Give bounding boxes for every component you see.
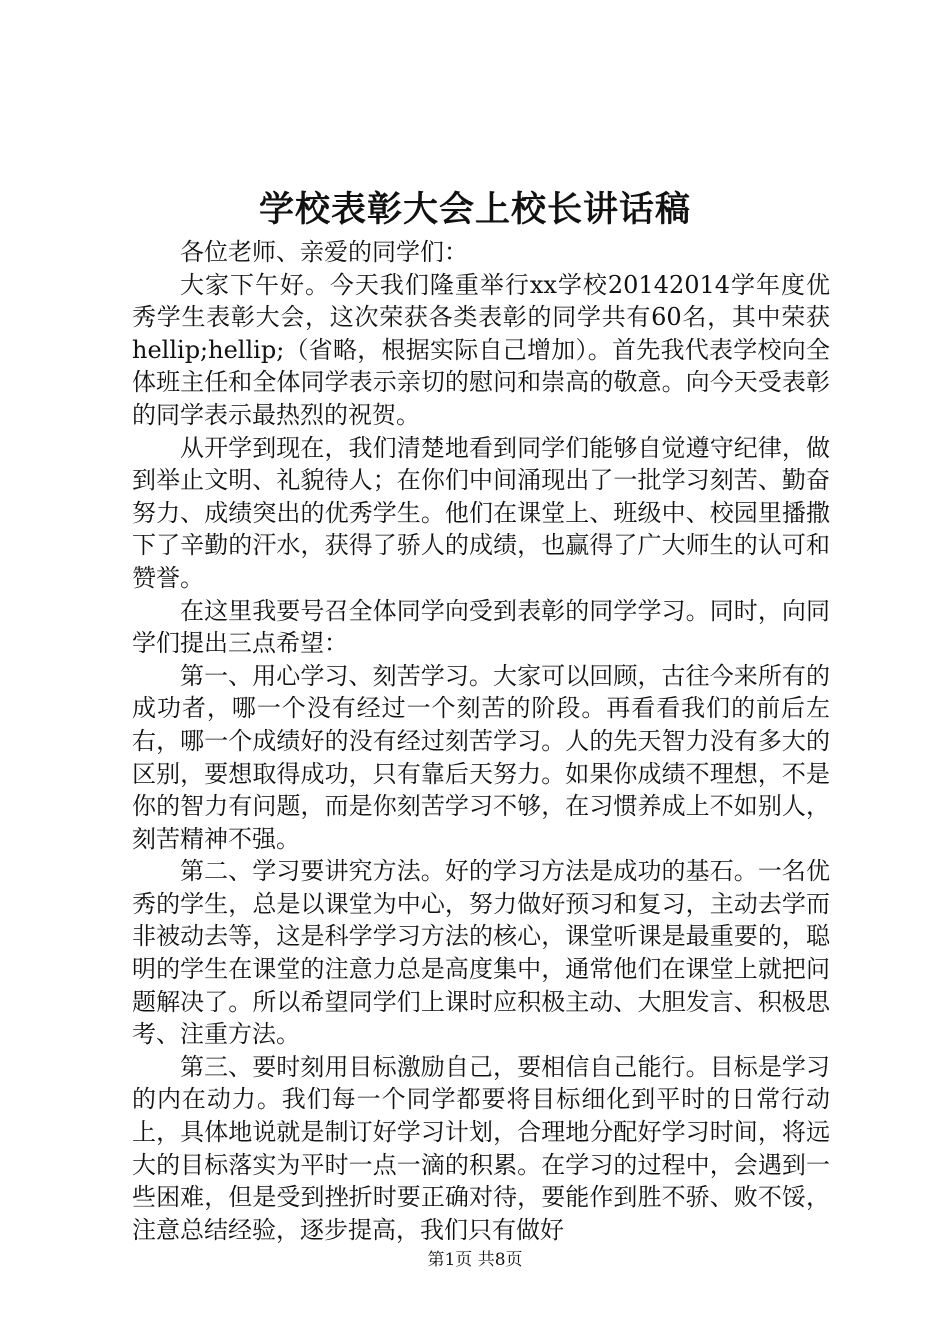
paragraph-4: 第一、用心学习、刻苦学习。大家可以回顾，古往今来所有的成功者，哪一个没有经过一个刻苦的阶段。再看看我们的前后左右，哪一个成绩好的没有经过刻苦学习。人的先天智力没有多大的区别，要想取得成功，只有靠后天努力。如果你成绩不理想，不是你的智力有问题，而是你刻苦学习不够，在习惯养成上不如别人，刻苦精神不强。 <box>132 661 830 853</box>
document-title: 学校表彰大会上校长讲话稿 <box>258 189 691 230</box>
paragraph-6: 第三、要时刻用目标激励自己，要相信自己能行。目标是学习的内在动力。我们每一个同学都要将目标细化到平时的日常行动上，具体地说就是制订好学习计划，合理地分配好学习时间，将远大的目标落实为平时一点一滴的积累。在学习的过程中，会遇到一些困难，但是受到挫折时要正确对待，要能作到胜不骄、败不馁，注意总结经验，逐步提高，我们只有做好 <box>132 1052 830 1244</box>
paragraph-2: 从开学到现在，我们清楚地看到同学们能够自觉遵守纪律，做到举止文明、礼貌待人；在你们中间涌现出了一批学习刻苦、勤奋努力、成绩突出的优秀学生。他们在课堂上、班级中、校园里播撒下了辛勤的汗水，获得了骄人的成绩，也赢得了广大师生的认可和赞誉。 <box>132 433 830 592</box>
page-number-footer: 第1页 共8页 <box>427 1250 523 1270</box>
paragraph-1: 大家下午好。今天我们隆重举行xx学校20142014学年度优秀学生表彰大会，这次荣获各类表彰的同学共有60名，其中荣获hellip;hellip;（省略，根据实际自己增加）。首先我代表学校向全体班主任和全体同学表示亲切的慰问和崇高的敬意。向今天受表彰的同学表示最热烈的祝贺。 <box>132 270 830 429</box>
salutation: 各位老师、亲爱的同学们： <box>180 238 468 266</box>
document-body <box>132 236 830 1246</box>
paragraph-3: 在这里我要号召全体同学向受到表彰的同学学习。同时，向同学们提出三点希望： <box>132 596 830 658</box>
paragraph-5: 第二、学习要讲究方法。好的学习方法是成功的基石。一名优秀的学生，总是以课堂为中心，努力做好预习和复习，主动去学而非被动去等，这是科学学习方法的核心，课堂听课是最重要的，聪明的学生在课堂的注意力总是高度集中，通常他们在课堂上就把问题解决了。所以希望同学们上课时应积极主动、大胆发言、积极思考、注重方法。 <box>132 857 830 1049</box>
